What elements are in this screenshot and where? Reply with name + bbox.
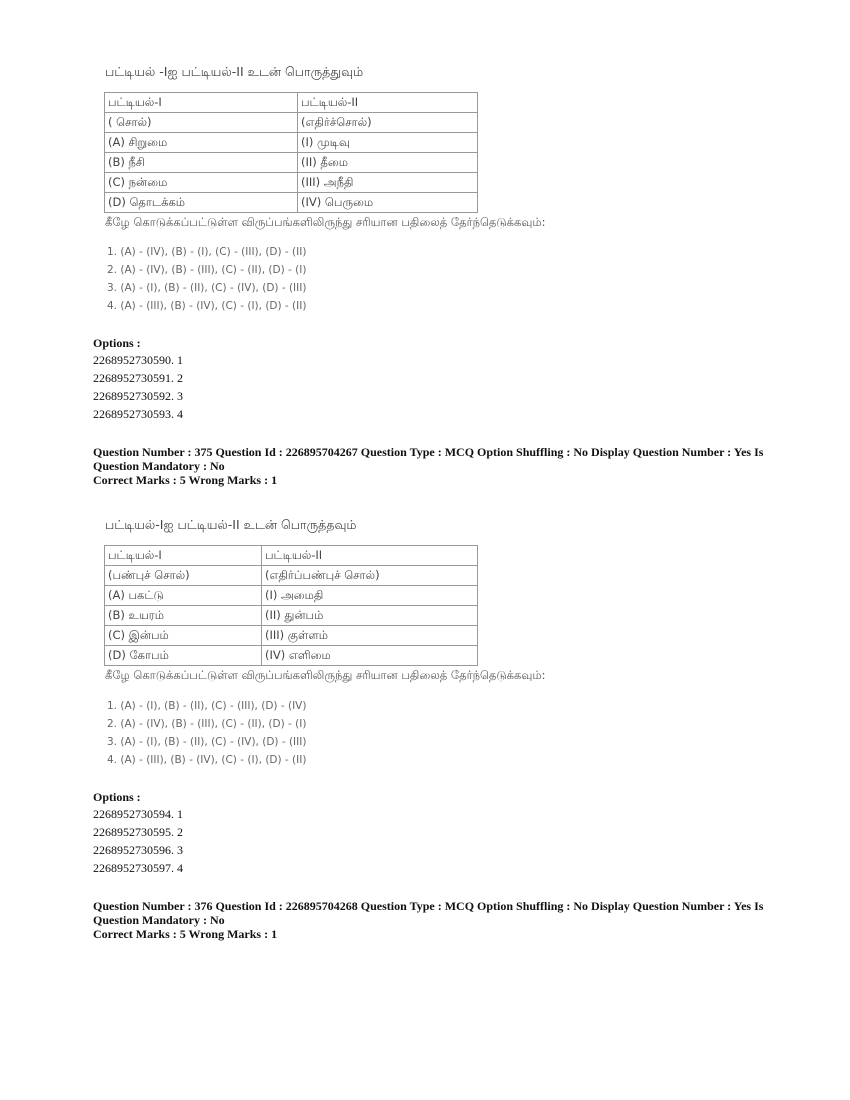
table-cell: (பண்புச் சொல்) [105,566,262,586]
table-cell: (I) முடிவு [298,133,478,153]
q375-instruction: கீழே கொடுக்கப்பட்டுள்ள விருப்பங்களிலிருந்து சரியான பதிலைத் தேர்ந்தெடுக்கவும்: [105,668,546,682]
table-row [105,133,478,153]
q375-options-list [93,805,183,877]
table-row [105,586,478,606]
table-cell: பட்டியல்-II [298,93,478,113]
q374-instruction: கீழே கொடுக்கப்பட்டுள்ள விருப்பங்களிலிருந்து சரியான பதிலைத் தேர்ந்தெடுக்கவும்: [105,215,546,229]
q374-options-label: Options : [93,336,141,350]
table-row [105,606,478,626]
q374-options-list [93,351,183,423]
table-cell: (IV) பெருமை [298,193,478,213]
table-cell: (III) அநீதி [298,173,478,193]
table-cell: (A) பகட்டு [105,586,262,606]
choice-item: 2. (A) - (IV), (B) - (III), (C) - (II), (D) - (I) [107,264,307,276]
q374-match-table [104,92,478,213]
table-row [105,113,478,133]
table-cell: ( சொல்) [105,113,298,133]
table-cell: (C) நன்மை [105,173,298,193]
question-info-line: Question Number : 376 Question Id : 226895704268 Question Type : MCQ Option Shuffling : No Display Question Number : Yes Is Question Mandatory : No [93,899,764,927]
option-id: 2268952730596. 3 [93,843,183,857]
table-row [105,546,478,566]
marks-line: Correct Marks : 5 Wrong Marks : 1 [93,473,278,487]
table-cell: (I) அமைதி [262,586,478,606]
q375-options-label: Options : [93,790,141,804]
table-cell: (II) துன்பம் [262,606,478,626]
choice-item: 2. (A) - (IV), (B) - (III), (C) - (II), (D) - (I) [107,718,307,730]
table-cell: (C) இன்பம் [105,626,262,646]
option-id: 2268952730593. 4 [93,407,183,421]
option-id: 2268952730591. 2 [93,371,183,385]
q375-title: பட்டியல்-Iஐ பட்டியல்-II உடன் பொருத்தவும் [105,517,357,532]
table-cell: (D) தொடக்கம் [105,193,298,213]
table-cell: (B) நீசி [105,153,298,173]
table-row [105,626,478,646]
choice-item: 1. (A) - (I), (B) - (II), (C) - (III), (D) - (IV) [107,700,307,712]
table-row [105,93,478,113]
option-id: 2268952730594. 1 [93,807,183,821]
choice-item: 1. (A) - (IV), (B) - (I), (C) - (III), (D) - (II) [107,246,307,258]
option-id: 2268952730595. 2 [93,825,183,839]
table-row [105,193,478,213]
choice-item: 4. (A) - (III), (B) - (IV), (C) - (I), (D) - (II) [107,300,307,312]
table-cell: (II) தீமை [298,153,478,173]
table-cell: பட்டியல்-II [262,546,478,566]
table-cell: பட்டியல்-I [105,93,298,113]
q375-choice-list [107,697,306,769]
table-cell: (எதிர்ப்பண்புச் சொல்) [262,566,478,586]
table-cell: (A) சிறுமை [105,133,298,153]
table-row [105,646,478,666]
table-cell: (எதிர்ச்சொல்) [298,113,478,133]
table-row [105,566,478,586]
q374-choice-list [107,243,306,315]
choice-item: 3. (A) - (I), (B) - (II), (C) - (IV), (D) - (III) [107,282,307,294]
table-cell: (B) உயரம் [105,606,262,626]
option-id: 2268952730597. 4 [93,861,183,875]
q375-meta [93,445,773,487]
table-row [105,173,478,193]
option-id: 2268952730592. 3 [93,389,183,403]
table-cell: (IV) எளிமை [262,646,478,666]
marks-line: Correct Marks : 5 Wrong Marks : 1 [93,927,278,941]
table-cell: (III) குள்ளம் [262,626,478,646]
table-cell: (D) கோபம் [105,646,262,666]
table-row [105,153,478,173]
table-cell: பட்டியல்-I [105,546,262,566]
q376-meta [93,899,773,941]
question-info-line: Question Number : 375 Question Id : 226895704267 Question Type : MCQ Option Shuffling : No Display Question Number : Yes Is Question Mandatory : No [93,445,764,473]
choice-item: 4. (A) - (III), (B) - (IV), (C) - (I), (D) - (II) [107,754,307,766]
q374-title: பட்டியல் -Iஐ பட்டியல்-II உடன் பொருத்துவும் [105,64,364,79]
q375-match-table [104,545,478,666]
choice-item: 3. (A) - (I), (B) - (II), (C) - (IV), (D) - (III) [107,736,307,748]
option-id: 2268952730590. 1 [93,353,183,367]
